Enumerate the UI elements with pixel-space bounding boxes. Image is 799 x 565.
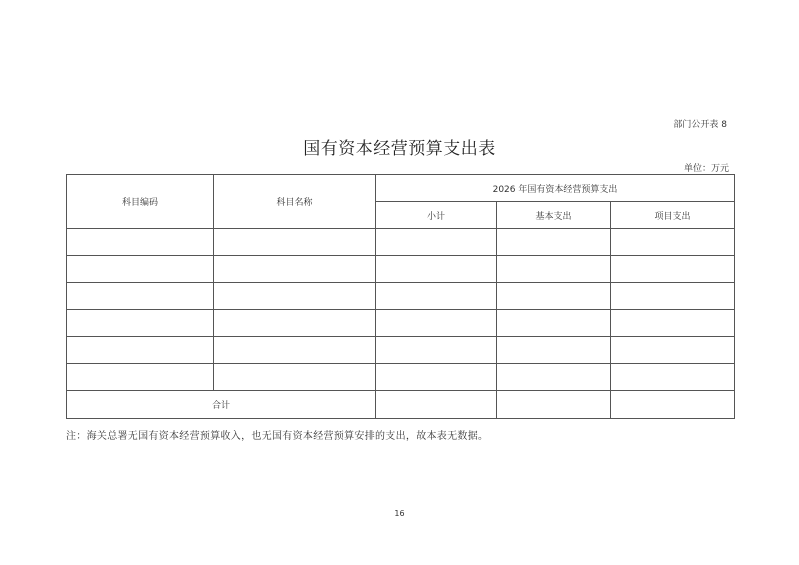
table-cell — [376, 256, 497, 283]
table-cell — [214, 256, 376, 283]
table-row — [67, 256, 735, 283]
total-label: 合计 — [67, 391, 376, 419]
table-cell — [376, 283, 497, 310]
table-cell — [214, 229, 376, 256]
header-subtotal: 小计 — [376, 202, 497, 229]
table-cell — [376, 337, 497, 364]
table-cell — [611, 283, 735, 310]
table-cell — [611, 310, 735, 337]
table-cell — [611, 337, 735, 364]
table-row — [67, 337, 735, 364]
budget-table — [66, 174, 735, 419]
total-row — [67, 391, 735, 419]
header-budget-group: 2026 年国有资本经营预算支出 — [376, 175, 735, 202]
table-cell — [214, 337, 376, 364]
table-cell — [497, 391, 611, 419]
table-cell — [497, 310, 611, 337]
table-cell — [214, 310, 376, 337]
table-cell — [67, 256, 214, 283]
table-cell — [497, 337, 611, 364]
table-cell — [67, 229, 214, 256]
table-cell — [376, 364, 497, 391]
page-title: 国有资本经营预算支出表 — [303, 139, 496, 159]
header-basic-expense: 基本支出 — [497, 202, 611, 229]
table-note: 注：海关总署无国有资本经营预算收入，也无国有资本经营预算安排的支出，故本表无数据。 — [66, 431, 489, 442]
table-body — [67, 229, 735, 419]
table-cell — [611, 256, 735, 283]
table-cell — [497, 229, 611, 256]
table-cell — [497, 364, 611, 391]
table-cell — [67, 283, 214, 310]
header-subject-name: 科目名称 — [214, 175, 376, 229]
table-row — [67, 283, 735, 310]
table-cell — [611, 229, 735, 256]
table-cell — [67, 310, 214, 337]
table-cell — [214, 364, 376, 391]
header-subject-code: 科目编码 — [67, 175, 214, 229]
table-cell — [376, 391, 497, 419]
table-cell — [497, 283, 611, 310]
table-cell — [214, 283, 376, 310]
table-cell — [67, 364, 214, 391]
table-row — [67, 310, 735, 337]
page-number: 16 — [394, 509, 405, 518]
table-number: 部门公开表 8 — [673, 120, 727, 130]
table-cell — [497, 256, 611, 283]
table-cell — [67, 337, 214, 364]
table-row — [67, 364, 735, 391]
table-cell — [376, 310, 497, 337]
table-header-row — [67, 175, 735, 202]
table-cell — [611, 364, 735, 391]
unit-label: 单位：万元 — [683, 164, 729, 174]
header-project-expense: 项目支出 — [611, 202, 735, 229]
table-row — [67, 229, 735, 256]
table-cell — [611, 391, 735, 419]
table-cell — [376, 229, 497, 256]
